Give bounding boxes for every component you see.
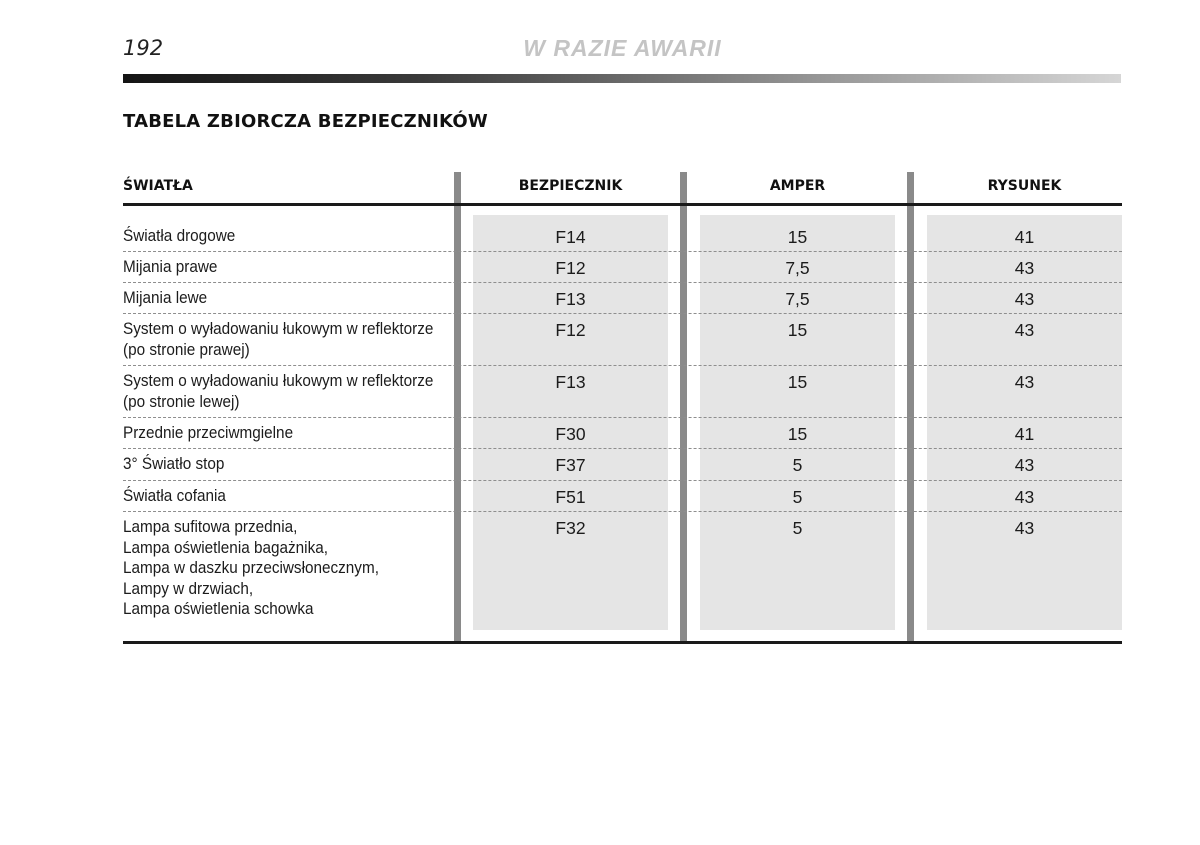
light-name-line: Światła drogowe <box>123 226 236 245</box>
row-separator <box>123 448 1122 449</box>
fuse-cell: F13 <box>555 289 586 309</box>
column-header-lights: ŚWIATŁA <box>123 178 193 194</box>
fuse-cell: F12 <box>555 258 586 278</box>
light-name-line: System o wyładowaniu łukowym w reflektorze <box>123 371 434 390</box>
light-name-line: Lampa oświetlenia bagażnika, <box>123 537 328 557</box>
fuse-cell: F32 <box>555 518 586 538</box>
light-name-cell <box>123 371 433 412</box>
fuse-cell: F13 <box>555 372 586 392</box>
light-name-line: 3° Światło stop <box>123 454 225 473</box>
row-separator <box>123 511 1122 512</box>
amp-cell: 15 <box>787 320 808 340</box>
light-name-line: (po stronie prawej) <box>123 339 250 359</box>
fuse-cell: F30 <box>555 424 586 444</box>
light-name-line: Mijania lewe <box>123 288 208 307</box>
amp-cell: 15 <box>787 372 808 392</box>
column-header-fuse: BEZPIECZNIK <box>518 178 623 194</box>
column-header-amp: AMPER <box>769 178 826 194</box>
fig-cell: 43 <box>1014 320 1035 340</box>
light-name-line: Mijania prawe <box>123 257 218 276</box>
table-title: TABELA ZBIORCZA BEZPIECZNIKÓW <box>123 111 488 132</box>
column-divider <box>454 172 461 642</box>
light-name-line: Lampa oświetlenia schowka <box>123 599 314 618</box>
column-header-figure: RYSUNEK <box>987 178 1062 194</box>
light-name-cell <box>123 517 379 620</box>
section-title: W RAZIE AWARII <box>523 35 722 61</box>
light-name-line: Lampa sufitowa przednia, <box>123 517 298 536</box>
light-name-line: Światła cofania <box>123 486 226 505</box>
row-separator <box>123 282 1122 283</box>
column-divider <box>907 172 914 642</box>
light-name-cell <box>123 257 217 278</box>
amp-cell: 5 <box>792 518 803 538</box>
fuse-cell: F51 <box>555 487 586 507</box>
light-name-line: Przednie przeciwmgielne <box>123 423 294 442</box>
page-number: 192 <box>123 36 164 60</box>
light-name-cell <box>123 288 207 309</box>
row-separator <box>123 480 1122 481</box>
amp-cell: 15 <box>787 227 808 247</box>
fig-cell: 43 <box>1014 487 1035 507</box>
row-separator <box>123 365 1122 366</box>
light-name-line: System o wyładowaniu łukowym w reflektorze <box>123 319 434 338</box>
table-bottom-rule <box>123 641 1122 644</box>
light-name-cell <box>123 486 226 507</box>
amp-cell: 7,5 <box>785 289 810 309</box>
fuse-cell: F14 <box>555 227 586 247</box>
column-divider <box>680 172 687 642</box>
table-top-rule <box>123 203 1122 206</box>
fuse-cell: F37 <box>555 455 586 475</box>
amp-cell: 7,5 <box>785 258 810 278</box>
fig-cell: 43 <box>1014 518 1035 538</box>
light-name-cell <box>123 319 433 360</box>
fig-cell: 43 <box>1014 258 1035 278</box>
light-name-line: Lampy w drzwiach, <box>123 578 254 598</box>
row-separator <box>123 313 1122 314</box>
fig-cell: 41 <box>1014 424 1035 444</box>
light-name-line: Lampa w daszku przeciwsłonecznym, <box>123 558 379 577</box>
fig-cell: 43 <box>1014 372 1035 392</box>
row-separator <box>123 417 1122 418</box>
fig-cell: 41 <box>1014 227 1035 247</box>
amp-cell: 5 <box>792 487 803 507</box>
fuse-cell: F12 <box>555 320 586 340</box>
fig-cell: 43 <box>1014 455 1035 475</box>
row-separator <box>123 251 1122 252</box>
amp-cell: 15 <box>787 424 808 444</box>
fig-cell: 43 <box>1014 289 1035 309</box>
amp-cell: 5 <box>792 455 803 475</box>
light-name-line: (po stronie lewej) <box>123 391 240 411</box>
light-name-cell <box>123 226 235 247</box>
light-name-cell <box>123 423 293 444</box>
light-name-cell <box>123 454 224 475</box>
